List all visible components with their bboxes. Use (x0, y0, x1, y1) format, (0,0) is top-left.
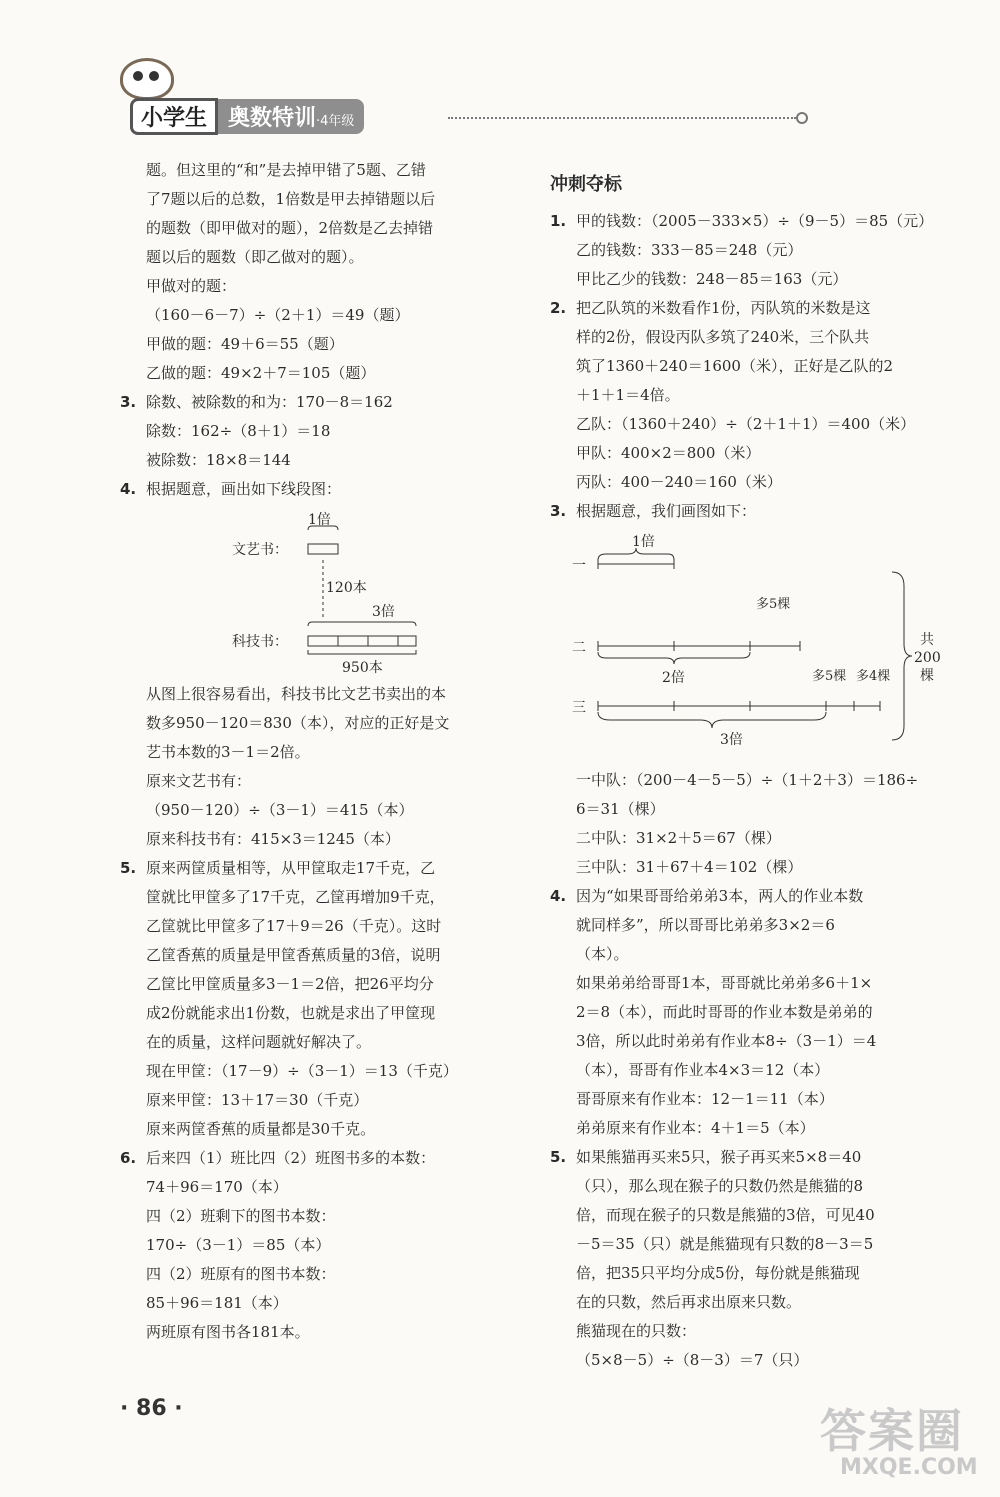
text-line: 样的2份，假设丙队多筑了240米，三个队共 (576, 328, 870, 346)
text-line: 题以后的题数（即乙做对的题）。 (146, 248, 364, 266)
mascot-icon (120, 58, 174, 100)
text-line: 原来两筐香蕉的质量都是30千克。 (146, 1120, 376, 1138)
text-line: 三中队：31＋67＋4＝102（棵） (576, 858, 803, 876)
question-number: 5. (550, 1148, 567, 1166)
label-literature: 文艺书： (232, 542, 288, 558)
brace-1x (598, 548, 674, 560)
text-line: 甲队：400×2＝800（米） (576, 444, 761, 462)
q2-continuation (120, 156, 520, 388)
sprint-answer-2 (550, 294, 945, 497)
text-line: 丙队：400－240＝160（米） (576, 473, 782, 491)
text-line: 筐就比甲筐多了17千克，乙筐再增加9千克， (146, 888, 445, 906)
label-1x: 1倍 (632, 534, 655, 550)
label-3x: 3倍 (372, 604, 395, 620)
eye-icon (133, 71, 143, 81)
text-line: 3倍，所以此时弟弟有作业本8÷（3－1）＝4 (576, 1032, 877, 1050)
text-line: 乙队：（1360＋240）÷（2＋1＋1）＝400（米） (576, 415, 916, 433)
watermark-url: MXQE.COM (840, 1455, 978, 1480)
watermark-logo (820, 1395, 978, 1480)
text-line: 从图上很容易看出，科技书比文艺书卖出的本 (146, 685, 447, 703)
question-number: 3. (550, 502, 567, 520)
text-line: 原来两筐质量相等，从甲筐取走17千克，乙 (146, 859, 436, 877)
question-number: 6. (120, 1149, 137, 1167)
text-line: 乙做的题：49×2＋7＝105（题） (146, 364, 376, 382)
text-line: （160－6－7）÷（2＋1）＝49（题） (146, 306, 410, 324)
text-line: 二中队：31×2＋5＝67（棵） (576, 829, 781, 847)
title-main: 小学生 (130, 98, 218, 135)
tree-diagram-svg (550, 526, 945, 766)
text-line: 四（2）班原有的图书本数： (146, 1265, 336, 1283)
label-more5-row2: 多5棵 (756, 597, 791, 612)
question-number: 5. (120, 859, 137, 877)
question-number: 1. (550, 212, 567, 230)
text-line: 就同样多”，所以哥哥比弟弟多3×2＝6 (576, 916, 835, 934)
question-number: 4. (550, 887, 567, 905)
title-sub: 奥数特训·4年级 (218, 99, 364, 134)
text-line: 两班原有图书各181本。 (146, 1323, 310, 1341)
text-line: 成2份就能求出1份数，也就是求出了甲筐现 (146, 1004, 436, 1022)
text-line: 熊猫现在的只数： (576, 1322, 697, 1340)
text-line: ＋1＋1＝4倍。 (576, 386, 680, 404)
text-line: 原来科技书有：415×3＝1245（本） (146, 830, 400, 848)
answer-3 (120, 388, 520, 475)
right-column (550, 170, 945, 1375)
brace-950 (308, 650, 416, 654)
answer-6 (120, 1144, 520, 1347)
label-science: 科技书： (232, 634, 288, 650)
text-line: 除数：162÷（8＋1）＝18 (146, 422, 331, 440)
text-line: －5＝35（只）就是熊猫现有只数的8－3＝5 (576, 1235, 874, 1253)
segment-diagram-svg (120, 504, 520, 680)
label-2x: 2倍 (662, 670, 685, 686)
text-line: 2＝8（本），而此时哥哥的作业本数是弟弟的 (576, 1003, 873, 1021)
text-line: 甲比乙少的钱数：248－85＝163（元） (576, 270, 848, 288)
label-3x: 3倍 (720, 732, 743, 748)
sprint-answer-4 (550, 882, 945, 1143)
text-line: 甲的钱数：（2005－333×5）÷（9－5）＝85（元） (576, 212, 934, 230)
label-more4-row3: 多4棵 (856, 669, 891, 684)
label-total-1: 共 (920, 632, 934, 648)
text-line: 乙筐就比甲筐多了17＋9＝26（千克）。这时 (146, 917, 442, 935)
text-line: 甲做的题：49＋6＝55（题） (146, 335, 344, 353)
text-line: 倍，而现在猴子的只数是熊猫的3倍，可见40 (576, 1206, 875, 1224)
text-line: 原来文艺书有： (146, 772, 252, 790)
eye-icon (149, 71, 159, 81)
label-more5-row3: 多5棵 (812, 669, 847, 684)
line-segment-diagram (120, 504, 520, 680)
text-line: 四（2）班剩下的图书本数： (146, 1207, 336, 1225)
text-line: 后来四（1）班比四（2）班图书多的本数： (146, 1149, 436, 1167)
text-line: 根据题意，画出如下线段图： (146, 480, 342, 498)
brace-total (892, 572, 912, 740)
text-line: 筑了1360＋240＝1600（米），正好是乙队的2 (576, 357, 894, 375)
label-120: 120本 (326, 580, 367, 596)
answer-5 (120, 854, 520, 1144)
text-line: （本），哥哥有作业本4×3＝12（本） (576, 1061, 830, 1079)
text-line: 在的只数，然后再求出原来只数。 (576, 1293, 802, 1311)
text-line: 74＋96＝170（本） (146, 1178, 288, 1196)
text-line: 一中队：（200－4－5－5）÷（1＋2＋3）＝186÷ (576, 771, 919, 789)
watermark-text: 答案圈 (820, 1404, 964, 1458)
text-line: （5×8－5）÷（8－3）＝7（只） (576, 1351, 809, 1369)
text-line: 如果熊猫再买来5只，猴子再买来5×8＝40 (576, 1148, 862, 1166)
text-line: 乙筐比甲筐质量多3－1＝2倍，把26平均分 (146, 975, 434, 993)
text-line: 原来甲筐：13＋17＝30（千克） (146, 1091, 369, 1109)
label-total-2: 200 (914, 650, 941, 666)
sprint-answer-5 (550, 1143, 945, 1375)
label-row-3: 三 (572, 700, 586, 716)
question-number: 4. (120, 480, 137, 498)
text-line: 的题数（即甲做对的题），2倍数是乙去掉错 (146, 219, 434, 237)
tree-planting-diagram (550, 526, 945, 766)
text-line: 倍，把35只平均分成5份，每份就是熊猫现 (576, 1264, 860, 1282)
divider-end-dot (796, 112, 808, 124)
text-line: 如果弟弟给哥哥1本，哥哥就比弟弟多6＋1× (576, 974, 873, 992)
text-line: 乙筐香蕉的质量是甲筐香蕉质量的3倍，说明 (146, 946, 441, 964)
label-950: 950本 (342, 660, 383, 676)
text-line: 现在甲筐：（17－9）÷（3－1）＝13（千克） (146, 1062, 458, 1080)
section-title: 冲刺夺标 (550, 174, 622, 195)
question-number: 2. (550, 299, 567, 317)
text-line: （只），那么现在猴子的只数仍然是熊猫的8 (576, 1177, 864, 1195)
segment-literature (308, 544, 338, 554)
segment-science (308, 636, 416, 646)
text-line: 艺书本数的3－1＝2倍。 (146, 743, 310, 761)
text-line: 因为“如果哥哥给弟弟3本，两人的作业本数 (576, 887, 864, 905)
question-number: 3. (120, 393, 137, 411)
text-line: 数多950－120＝830（本），对应的正好是文 (146, 714, 450, 732)
brace-2x (598, 652, 750, 664)
grade-label: ·4年级 (316, 113, 355, 129)
text-line: （950－120）÷（3－1）＝415（本） (146, 801, 414, 819)
brace-3x (308, 622, 416, 626)
text-line: 根据题意，我们画图如下： (576, 502, 757, 520)
answer-4 (120, 475, 520, 854)
header-divider (448, 117, 796, 119)
left-column (120, 156, 520, 1347)
book-title (130, 98, 364, 134)
text-line: 在的质量，这样问题就好解决了。 (146, 1033, 372, 1051)
label-row-2: 二 (572, 640, 586, 656)
text-line: 170÷（3－1）＝85（本） (146, 1236, 331, 1254)
label-1x: 1倍 (308, 512, 331, 528)
text-line: 被除数：18×8＝144 (146, 451, 291, 469)
text-line: 甲做对的题： (146, 277, 237, 295)
text-line: 弟弟原来有作业本：4＋1＝5（本） (576, 1119, 815, 1137)
sprint-answer-3 (550, 497, 945, 882)
text-line: 乙的钱数：333－85＝248（元） (576, 241, 803, 259)
sprint-answer-1 (550, 207, 945, 294)
label-row-1: 一 (572, 558, 586, 574)
text-line: 题。但这里的“和”是去掉甲错了5题、乙错 (146, 161, 426, 179)
text-line: 6＝31（棵） (576, 800, 665, 818)
label-total-3: 棵 (920, 668, 934, 684)
brace-3x (598, 712, 826, 728)
text-line: 85＋96＝181（本） (146, 1294, 288, 1312)
text-line: 哥哥原来有作业本：12－1＝11（本） (576, 1090, 834, 1108)
text-line: 把乙队筑的米数看作1份，丙队筑的米数是这 (576, 299, 871, 317)
page-number: · 86 · (120, 1396, 183, 1421)
text-line: 了7题以后的总数，1倍数是甲去掉错题以后 (146, 190, 436, 208)
text-line: （本）。 (576, 945, 629, 963)
text-line: 除数、被除数的和为：170－8＝162 (146, 393, 393, 411)
